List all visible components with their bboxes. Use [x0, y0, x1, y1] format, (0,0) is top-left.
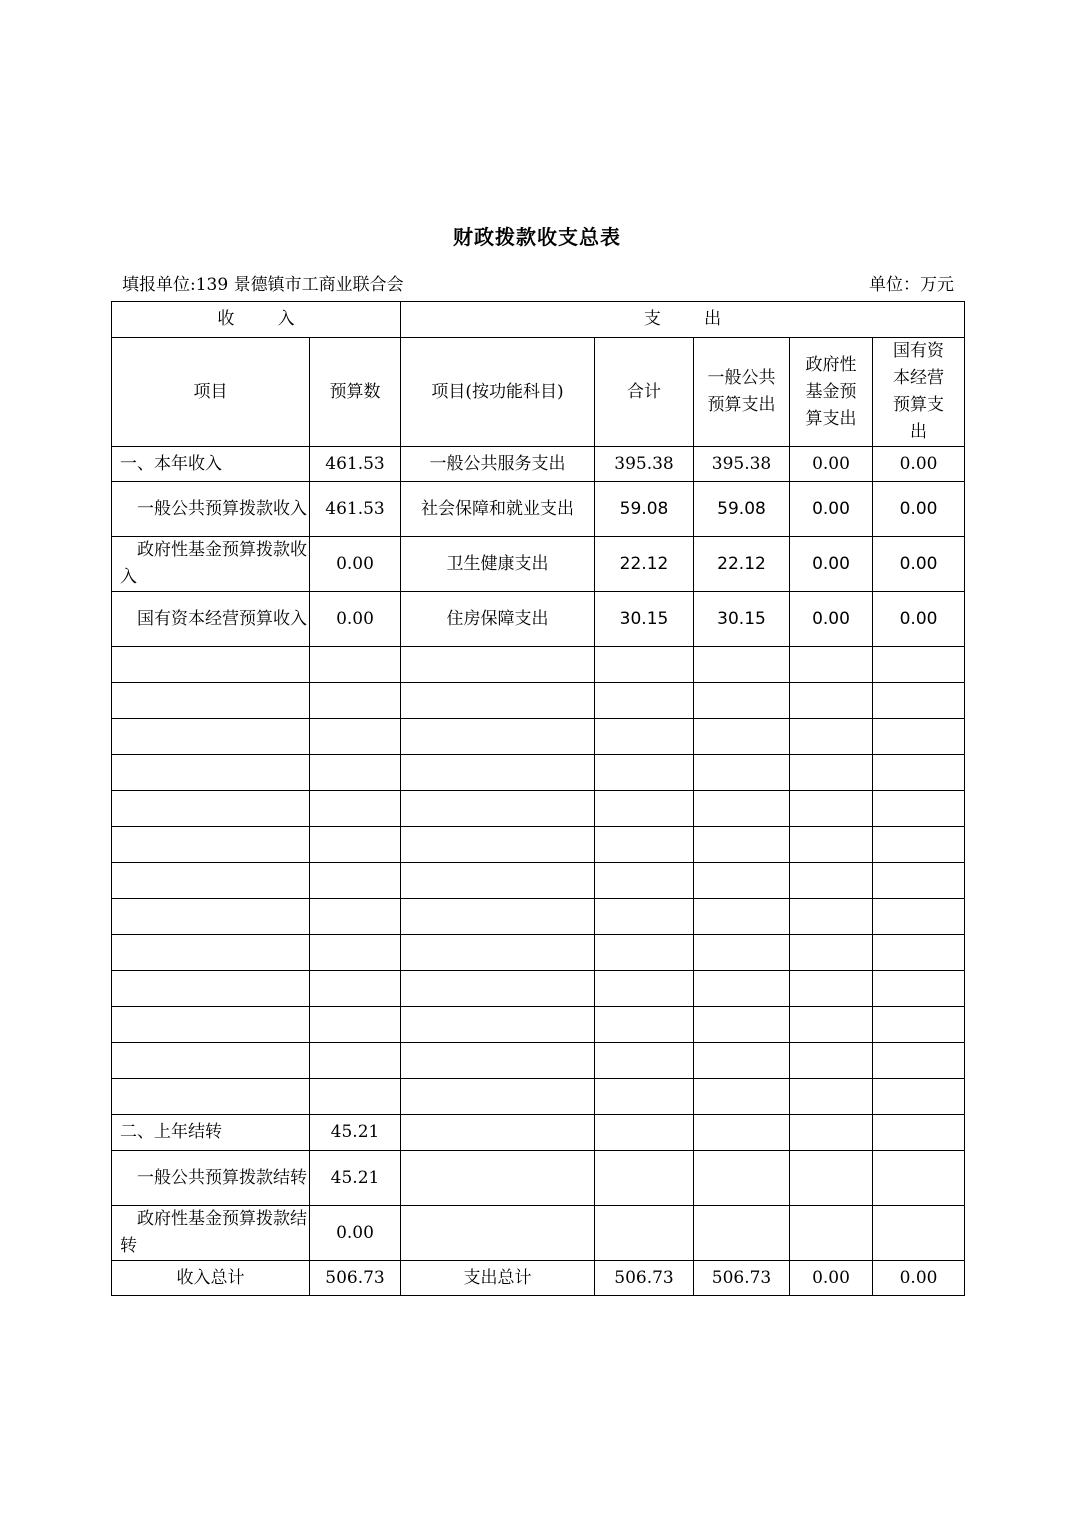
row-budget: 461.53 [310, 482, 401, 537]
fiscal-summary-table [111, 301, 965, 1296]
empty-row [112, 647, 965, 683]
empty-row [112, 899, 965, 935]
table-row [112, 592, 965, 647]
col-header-general: 一般公共预算支出 [694, 338, 790, 447]
row-func-item: 住房保障支出 [401, 592, 595, 647]
table-row [112, 537, 965, 592]
empty-row [112, 683, 965, 719]
empty-row [112, 1007, 965, 1043]
empty-row [112, 935, 965, 971]
carryover-row [112, 1206, 965, 1261]
expense-total-gov-fund: 0.00 [790, 1261, 873, 1296]
carryover-row [112, 1115, 965, 1151]
row-state-capital: 0.00 [873, 447, 965, 482]
income-total-value: 506.73 [310, 1261, 401, 1296]
row-func-item: 一般公共服务支出 [401, 447, 595, 482]
row-item: 政府性基金预算拨款收入 [112, 537, 310, 592]
table-row [112, 447, 965, 482]
row-general: 22.12 [694, 537, 790, 592]
row-total: 22.12 [595, 537, 694, 592]
row-gov-fund: 0.00 [790, 447, 873, 482]
col-header-item: 项目 [112, 338, 310, 447]
carryover-item: 二、上年结转 [112, 1115, 310, 1151]
row-item: 一般公共预算拨款收入 [112, 482, 310, 537]
page-title: 财政拨款收支总表 [453, 225, 621, 249]
row-total: 30.15 [595, 592, 694, 647]
row-func-item: 社会保障和就业支出 [401, 482, 595, 537]
empty-row [112, 755, 965, 791]
row-func-item: 卫生健康支出 [401, 537, 595, 592]
currency-unit: 单位：万元 [869, 275, 954, 295]
carryover-budget: 0.00 [310, 1206, 401, 1261]
expense-total-label: 支出总计 [401, 1261, 595, 1296]
row-gov-fund: 0.00 [790, 537, 873, 592]
col-header-func-item: 项目(按功能科目) [401, 338, 595, 447]
column-header-row [112, 338, 965, 447]
carryover-budget: 45.21 [310, 1115, 401, 1151]
empty-row [112, 827, 965, 863]
row-budget: 0.00 [310, 537, 401, 592]
expense-total: 506.73 [595, 1261, 694, 1296]
col-header-gov-fund: 政府性基金预算支出 [790, 338, 873, 447]
carryover-budget: 45.21 [310, 1151, 401, 1206]
row-budget: 461.53 [310, 447, 401, 482]
row-gov-fund: 0.00 [790, 482, 873, 537]
row-total: 395.38 [595, 447, 694, 482]
row-total: 59.08 [595, 482, 694, 537]
empty-row [112, 719, 965, 755]
row-gov-fund: 0.00 [790, 592, 873, 647]
row-budget: 0.00 [310, 592, 401, 647]
col-header-budget: 预算数 [310, 338, 401, 447]
income-total-label: 收入总计 [112, 1261, 310, 1296]
col-header-state-capital: 国有资本经营预算支出 [873, 338, 965, 447]
group-header-row [112, 302, 965, 338]
empty-row [112, 1043, 965, 1079]
row-state-capital: 0.00 [873, 592, 965, 647]
row-item: 国有资本经营预算收入 [112, 592, 310, 647]
row-item: 一、本年收入 [112, 447, 310, 482]
totals-row [112, 1261, 965, 1296]
col-header-total: 合计 [595, 338, 694, 447]
carryover-item: 政府性基金预算拨款结转 [112, 1206, 310, 1261]
empty-row [112, 863, 965, 899]
reporting-unit: 填报单位:139 景德镇市工商业联合会 [122, 275, 404, 295]
row-general: 395.38 [694, 447, 790, 482]
expense-group-header: 支 出 [401, 302, 965, 338]
row-state-capital: 0.00 [873, 537, 965, 592]
row-general: 59.08 [694, 482, 790, 537]
expense-total-general: 506.73 [694, 1261, 790, 1296]
expense-total-state-capital: 0.00 [873, 1261, 965, 1296]
empty-row [112, 1079, 965, 1115]
row-general: 30.15 [694, 592, 790, 647]
row-state-capital: 0.00 [873, 482, 965, 537]
empty-row [112, 791, 965, 827]
carryover-item: 一般公共预算拨款结转 [112, 1151, 310, 1206]
carryover-row [112, 1151, 965, 1206]
table-row [112, 482, 965, 537]
empty-row [112, 971, 965, 1007]
income-group-header: 收 入 [112, 302, 401, 338]
